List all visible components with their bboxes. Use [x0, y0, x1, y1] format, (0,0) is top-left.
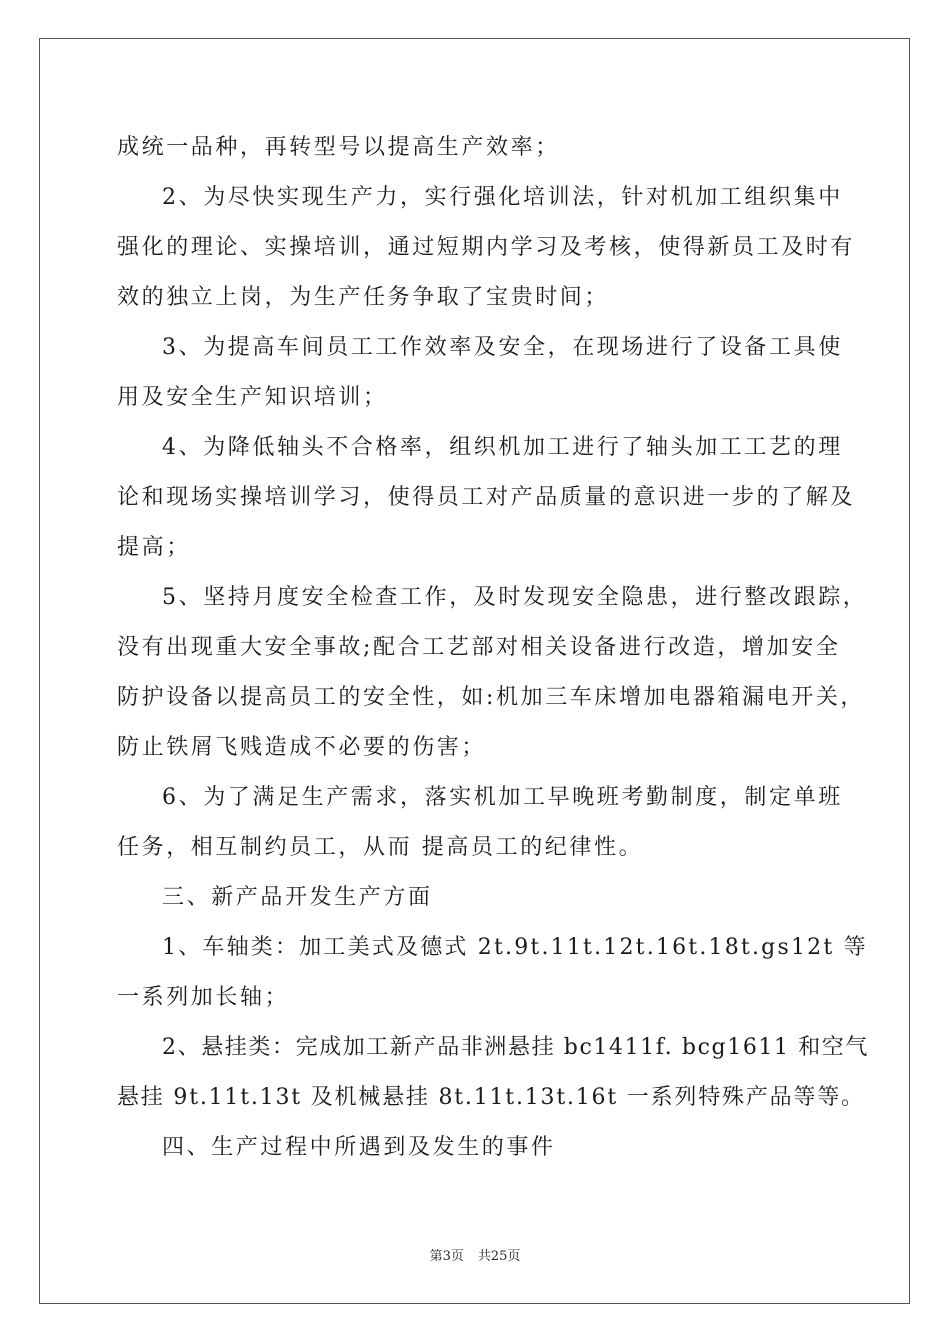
text-line: 效的独立上岗，为生产任务争取了宝贵时间； — [117, 285, 610, 310]
text-line: 5、坚持月度安全检查工作，及时发现安全隐患，进行整改跟踪， — [162, 585, 868, 610]
text-line: 防止铁屑飞贱造成不必要的伤害； — [117, 735, 487, 760]
page-frame — [39, 38, 910, 1304]
text-line: 提高； — [117, 535, 191, 560]
section-heading: 三、新产品开发生产方面 — [162, 885, 433, 910]
text-line: 没有出现重大安全事故;配合工艺部对相关设备进行改造，增加安全 — [117, 635, 841, 660]
text-line: 用及安全生产知识培训； — [117, 385, 388, 410]
text-line: 4、为降低轴头不合格率，组织机加工进行了轴头加工工艺的理 — [162, 435, 843, 460]
text-line: 6、为了满足生产需求，落实机加工早晚班考勤制度，制定单班 — [162, 785, 843, 810]
text-line: 3、为提高车间员工工作效率及安全，在现场进行了设备工具使 — [162, 335, 843, 360]
text-line: 2、为尽快实现生产力，实行强化培训法，针对机加工组织集中 — [162, 185, 843, 210]
text-line: 强化的理论、实操培训，通过短期内学习及考核，使得新员工及时有 — [117, 235, 856, 260]
page-number-current: 第3页 — [429, 1249, 464, 1264]
page-footer — [0, 1248, 950, 1266]
text-line: 2、悬挂类：完成加工新产品非洲悬挂 bc1411f. bcg1611 和空气 — [162, 1035, 869, 1060]
page-number-total: 共25页 — [477, 1249, 521, 1264]
text-line: 成统一品种，再转型号以提高生产效率； — [117, 135, 560, 160]
text-line: 悬挂 9t.11t.13t 及机械悬挂 8t.11t.13t.16t 一系列特殊产品等等。 — [117, 1085, 865, 1110]
text-line: 1、车轴类：加工美式及德式 2t.9t.11t.12t.16t.18t.gs12t 等 — [162, 935, 868, 960]
text-line: 论和现场实操培训学习，使得员工对产品质量的意识进一步的了解及 — [117, 485, 856, 510]
text-line: 一系列加长轴； — [117, 985, 290, 1010]
text-line: 任务，相互制约员工，从而 提高员工的纪律性。 — [117, 835, 644, 860]
text-line: 防护设备以提高员工的安全性，如:机加三车床增加电器箱漏电开关， — [117, 685, 866, 710]
section-heading: 四、生产过程中所遇到及发生的事件 — [162, 1135, 556, 1160]
